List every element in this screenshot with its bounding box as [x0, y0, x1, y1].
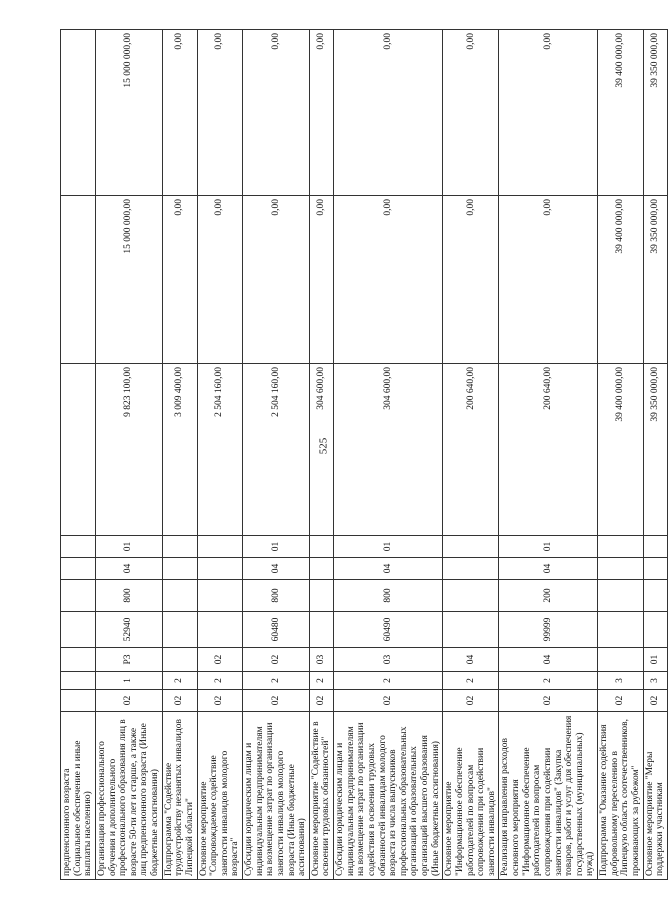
amount-year-3: 0,00 [334, 30, 443, 196]
measure-code [162, 648, 197, 672]
section-code [598, 558, 644, 580]
direction-code: 60490 [334, 612, 443, 648]
table-row [334, 30, 443, 880]
budget-table [60, 29, 668, 880]
direction-code [643, 612, 667, 648]
subsection-code [443, 536, 499, 558]
table-row [643, 30, 667, 880]
program-code: 02 [309, 690, 333, 712]
row-name: Основное мероприятие "Информационное обеспечение работодателей по вопросам сопровождения при содействии занятости инвалидов" [443, 712, 499, 880]
amount-year-2: 0,00 [443, 196, 499, 364]
program-code: 02 [197, 690, 243, 712]
subsection-code: 01 [499, 536, 598, 558]
section-code [443, 558, 499, 580]
expense-type [197, 580, 243, 612]
amount-year-1: 9 823 100,00 [95, 364, 162, 536]
subprogram-code: 2 [334, 672, 443, 690]
amount-year-1: 200 640,00 [443, 364, 499, 536]
amount-year-2: 0,00 [309, 196, 333, 364]
direction-code: 99999 [499, 612, 598, 648]
measure-code [61, 648, 96, 672]
program-code: 02 [334, 690, 443, 712]
subprogram-code: 2 [443, 672, 499, 690]
direction-code [162, 612, 197, 648]
section-code [643, 558, 667, 580]
table-row [598, 30, 644, 880]
section-code: 04 [243, 558, 310, 580]
subsection-code [197, 536, 243, 558]
amount-year-1: 2 504 160,00 [243, 364, 310, 536]
table-row [499, 30, 598, 880]
subsection-code: 01 [334, 536, 443, 558]
direction-code [197, 612, 243, 648]
measure-code: 01 [643, 648, 667, 672]
amount-year-1 [61, 364, 96, 536]
section-code: 04 [499, 558, 598, 580]
table-body [61, 30, 668, 880]
measure-code: 02 [243, 648, 310, 672]
expense-type [309, 580, 333, 612]
amount-year-2: 0,00 [334, 196, 443, 364]
program-code: 02 [598, 690, 644, 712]
row-name: Подпрограмма "Оказание содействия добровольному переселению в Липецкую область соотечественников, проживающих за рубежом" [598, 712, 644, 880]
amount-year-1: 39 400 000,00 [598, 364, 644, 536]
table-row [243, 30, 310, 880]
subsection-code [61, 536, 96, 558]
subprogram-code: 2 [309, 672, 333, 690]
amount-year-3: 0,00 [309, 30, 333, 196]
direction-code [61, 612, 96, 648]
row-name: Реализация направления расходов основного мероприятия "Информационное обеспечение работодателей по вопросам сопровождения при содействии занятости инвалидов" (Закупка товаров, работ и услуг для обеспечения государственных (муниципальных) нужд) [499, 712, 598, 880]
direction-code: 52940 [95, 612, 162, 648]
expense-type [61, 580, 96, 612]
subprogram-code: 2 [197, 672, 243, 690]
amount-year-2: 0,00 [499, 196, 598, 364]
amount-year-1: 304 600,00 [334, 364, 443, 536]
page-number: 525 [317, 437, 330, 455]
program-code: 02 [443, 690, 499, 712]
row-name: Организация профессионального обучения и дополнительного профессионального образования лиц в возрасте 50-ти лет и старше, а также лиц предпенсионного возраста (Иные бюджетные ассигнования) [95, 712, 162, 880]
subprogram-code: 1 [95, 672, 162, 690]
program-code: 02 [643, 690, 667, 712]
expense-type [643, 580, 667, 612]
table-row [197, 30, 243, 880]
expense-type: 800 [334, 580, 443, 612]
table-row [95, 30, 162, 880]
subsection-code [162, 536, 197, 558]
subprogram-code [61, 672, 96, 690]
amount-year-2 [61, 196, 96, 364]
measure-code: 03 [309, 648, 333, 672]
section-code [197, 558, 243, 580]
amount-year-2: 39 350 000,00 [643, 196, 667, 364]
amount-year-2: 39 400 000,00 [598, 196, 644, 364]
amount-year-3: 0,00 [243, 30, 310, 196]
amount-year-3: 39 400 000,00 [598, 30, 644, 196]
program-code: 02 [499, 690, 598, 712]
measure-code: 04 [499, 648, 598, 672]
measure-code: 02 [197, 648, 243, 672]
row-name: Подпрограмма "Содействие трудоустройству незанятых инвалидов Липецкой области" [162, 712, 197, 880]
section-code [309, 558, 333, 580]
table-row [61, 30, 96, 880]
row-name: предпенсионного возраста (Социальное обеспечение и иные выплаты населению) [61, 712, 96, 880]
row-name: Основное мероприятие "Содействие в освоении трудовых обязанностей" [309, 712, 333, 880]
row-name: Основное мероприятие "Меры поддержки участникам [643, 712, 667, 880]
section-code: 04 [95, 558, 162, 580]
expense-type [598, 580, 644, 612]
amount-year-3: 39 350 000,00 [643, 30, 667, 196]
row-name: Основное мероприятие "Сопровождаемое содействие занятости инвалидов молодого возраста" [197, 712, 243, 880]
amount-year-3: 15 000 000,00 [95, 30, 162, 196]
section-code [162, 558, 197, 580]
amount-year-3: 0,00 [162, 30, 197, 196]
subsection-code [309, 536, 333, 558]
subsection-code [643, 536, 667, 558]
measure-code: P3 [95, 648, 162, 672]
amount-year-1: 2 504 160,00 [197, 364, 243, 536]
amount-year-3 [61, 30, 96, 196]
table-row [162, 30, 197, 880]
direction-code [443, 612, 499, 648]
measure-code: 04 [443, 648, 499, 672]
program-code: 02 [95, 690, 162, 712]
subsection-code: 01 [95, 536, 162, 558]
amount-year-1: 304 600,00 [309, 364, 333, 536]
expense-type [443, 580, 499, 612]
amount-year-3: 0,00 [443, 30, 499, 196]
subprogram-code: 3 [643, 672, 667, 690]
table-row [443, 30, 499, 880]
amount-year-2: 0,00 [243, 196, 310, 364]
program-code [61, 690, 96, 712]
direction-code: 60480 [243, 612, 310, 648]
amount-year-2: 0,00 [162, 196, 197, 364]
subprogram-code: 2 [162, 672, 197, 690]
measure-code: 03 [334, 648, 443, 672]
expense-type: 800 [243, 580, 310, 612]
section-code: 04 [334, 558, 443, 580]
subprogram-code: 3 [598, 672, 644, 690]
program-code: 02 [162, 690, 197, 712]
expense-type [162, 580, 197, 612]
amount-year-3: 0,00 [499, 30, 598, 196]
amount-year-3: 0,00 [197, 30, 243, 196]
amount-year-1: 39 350 000,00 [643, 364, 667, 536]
amount-year-1: 200 640,00 [499, 364, 598, 536]
rotated-table-container [60, 30, 666, 880]
amount-year-2: 0,00 [197, 196, 243, 364]
subprogram-code: 2 [243, 672, 310, 690]
direction-code [309, 612, 333, 648]
subsection-code: 01 [243, 536, 310, 558]
amount-year-2: 15 000 000,00 [95, 196, 162, 364]
table-row [309, 30, 333, 880]
subsection-code [598, 536, 644, 558]
subprogram-code: 2 [499, 672, 598, 690]
expense-type: 200 [499, 580, 598, 612]
program-code: 02 [243, 690, 310, 712]
section-code [61, 558, 96, 580]
direction-code [598, 612, 644, 648]
measure-code [598, 648, 644, 672]
row-name: Субсидии юридическим лицам и индивидуальным предпринимателям на возмещение затрат по организации занятости инвалидов молодого возраста (Иные бюджетные ассигнования) [243, 712, 310, 880]
row-name: Субсидии юридическим лицам и индивидуальным предпринимателям на возмещение затрат по организации содействия в освоении трудовых обязанностей инвалидам молодого возраста из числа выпускников профессиональных образовательных организаций и образовательных организаций высшего образования (Иные бюджетные ассигнования) [334, 712, 443, 880]
expense-type: 800 [95, 580, 162, 612]
amount-year-1: 3 009 400,00 [162, 364, 197, 536]
